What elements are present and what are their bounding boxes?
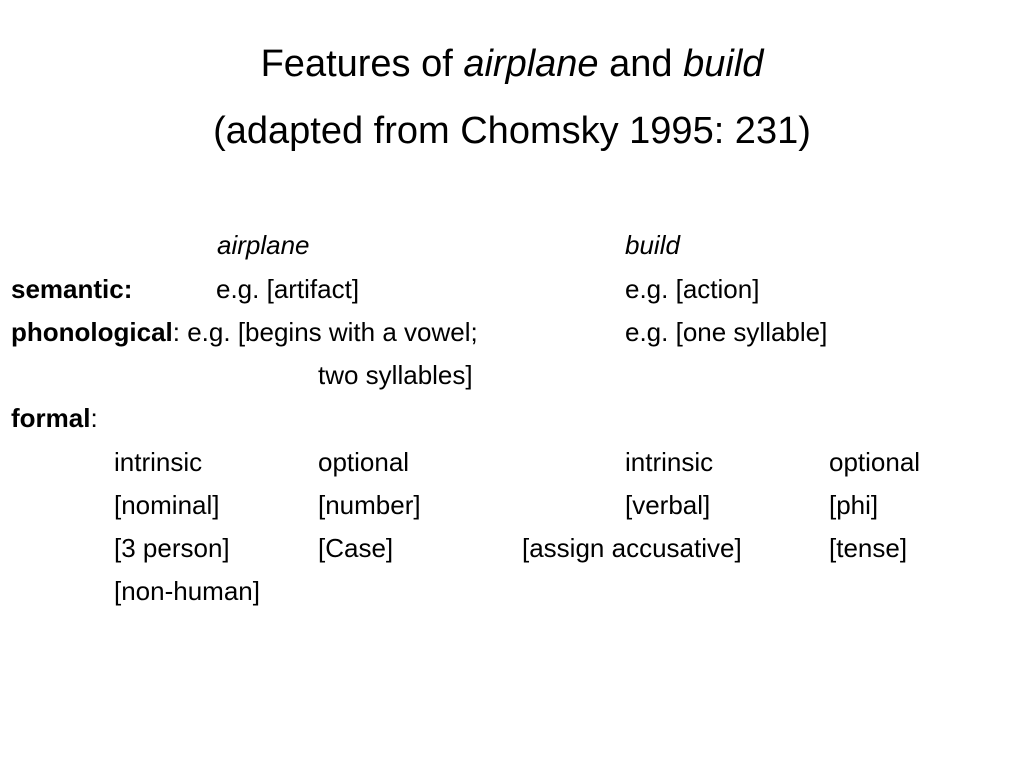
- formal-airplane-optional-feature: [number]: [318, 490, 421, 520]
- semantic-label: semantic:: [11, 274, 133, 304]
- formal-build-intrinsic-feature: [verbal]: [625, 490, 711, 520]
- formal-airplane-intrinsic-feature: [nominal]: [114, 490, 220, 520]
- formal-build-intrinsic-header: intrinsic: [625, 447, 714, 477]
- column-header-build: build: [625, 230, 680, 260]
- formal-build-optional-feature: [phi]: [829, 490, 879, 520]
- formal-airplane-intrinsic-feature: [3 person]: [114, 533, 230, 563]
- phonological-row: [11, 317, 478, 347]
- formal-build-optional-header: optional: [829, 447, 921, 477]
- phonological-build-value: e.g. [one syllable]: [625, 317, 828, 347]
- title-middle: and: [598, 43, 684, 85]
- title-word-airplane: airplane: [463, 43, 599, 85]
- slide-title-line-1: [0, 42, 1024, 86]
- title-prefix: Features of: [260, 43, 464, 85]
- title-word-build: build: [683, 43, 764, 85]
- phonological-colon: :: [172, 317, 180, 347]
- semantic-build-value: e.g. [action]: [625, 274, 760, 304]
- formal-colon: :: [90, 403, 98, 433]
- formal-airplane-optional-feature: [Case]: [318, 533, 394, 563]
- slide-title-line-2: (adapted from Chomsky 1995: 231): [213, 110, 811, 152]
- formal-airplane-intrinsic-feature: [non-human]: [114, 576, 260, 606]
- formal-label: formal: [11, 403, 91, 433]
- column-header-airplane: airplane: [217, 230, 310, 260]
- formal-airplane-intrinsic-header: intrinsic: [114, 447, 203, 477]
- semantic-airplane-value: e.g. [artifact]: [216, 274, 360, 304]
- formal-build-optional-feature: [tense]: [829, 533, 908, 563]
- formal-row-label: [11, 403, 98, 433]
- formal-build-intrinsic-feature: [assign accusative]: [522, 533, 742, 563]
- formal-airplane-optional-header: optional: [318, 447, 410, 477]
- phonological-airplane-value: e.g. [begins with a vowel;: [180, 317, 478, 347]
- phonological-label: phonological: [11, 317, 173, 347]
- phonological-airplane-value-continued: two syllables]: [318, 360, 473, 390]
